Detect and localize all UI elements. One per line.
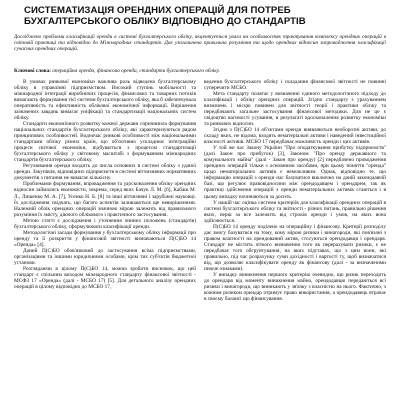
paragraph: Розглядаючи в цілому П(С)БО 14, можна зробити висновок, що цей стандарт є спільним виходом міжнародного стандарту фінансової звітності - МСФЗ 17 «Оренда» (далі - МСБО 17) [5]. Для детального аналізу орендних операцій в цілому відповідно до МСБО 17, bbox=[14, 265, 196, 290]
right-column bbox=[204, 79, 386, 401]
paragraph: Методологічні засади формування у бухгалтерському обліку інформації про оренду та її розкриття у фінансовій звітності визначаються П(С)БО 14 «Оренда» [4]. bbox=[14, 229, 196, 248]
paragraph: У випадку виникнення першого критерію очевидно, що ризик переходить до орендаря від моменту виникнення майно, орендодавцю передаються всі ризики і винагороди, що виникають у зв'язку з власністю на нього. Фактично, з кожним ризиком орендар отримує право використання, а орендодавець втрачає в своєму балансі що фінансування. bbox=[204, 271, 386, 302]
paragraph: Даний П(С)БО обов'язковий до застосування всіма підприємствами, організаціями та іншими юридичними особами, крім тих суб'єктів бюджетної установи. bbox=[14, 247, 196, 266]
paragraph: Згідно з П(С)БО 14 об'єктами оренди виявляються необоротні активи, до складу яких, не відома, входять нематеріальні активи і наведений інвестиційної власності активів. МСБО 17 передбачає можливість оренди і цих активів. bbox=[204, 127, 386, 146]
keywords-label: Ключові слова: bbox=[14, 68, 51, 74]
keywords-text: операційна оренда, фінансова оренда, стандарти бухгалтерського обліку. bbox=[52, 68, 221, 74]
paragraph: ведення бухгалтерського обліку і складання фінансової звітності не повинні суперечити МСБО. bbox=[204, 79, 386, 92]
body-columns bbox=[14, 79, 386, 401]
paragraph: У нашій час оцінка системи критеріїв для класифікації орендних операцій в системі бухгалтерського обліку та звітності - різних питань, правильно рішення яких, перш за все залежить від строків оренди і умов, на яких вона здійснюється. bbox=[204, 199, 386, 224]
paragraph: Метою статті є дослідження і уточнення чинних положень (стандартів) бухгалтерського обліку, сформулювати класифікації оренди. bbox=[14, 217, 196, 230]
paragraph: В умовах ринкової економіки важлива роль відведена бухгалтерському обліку в управлінні підприємством. Високий ступінь мобільності та міжнародної інтеграції виробничих процесів, фінансових та товарних потоків вимагають формування тієї системи бухгалтерського обліку, яка б забезпечувала оперативність та ефективність облікової економічної інформації. Вирішення зазначених завдань вимагає уніфікації та стандартизації національних систем обліку. bbox=[14, 79, 196, 122]
paragraph: Проблемами формування, впровадження та удосконалення обліку орендних відносин займались економісти, зокрема, серед яких Бачук Л. М. [6], Кабаш М. Л., Лишенко М. А. [7], Усенко Н. Б. [8] та інші вітчизняні і зарубіжні науковці. Їх дослідження свідчать, що багато аспектів залишаються ще невирішеними. Належній облік орендних операцій значною мірою залежить від правильного розуміння їх змісту, діючого облікового і практичного застосування. bbox=[14, 181, 196, 218]
paragraph: Мета стандарту полягає у визначенні єдиного методологічного підходу до класифікації і обліку орендних операцій. Згідно стандарту з урахуванням визначень і місцю повинен для звітності теорії і практики обліку та передбачають загальне застосування фінансової методики. Для не це є свідоцтво вагомості усування, в результаті вдосконалення розвитку економіки та ринкових відносин. bbox=[204, 91, 386, 128]
paragraph: Стандарти економічного розвитку кожної держави спричинила формування національних стандартів бухгалтерського обліку, які характеризуються рядом принципових особливостей. Водночас ринкові особливості між національними стандартами обліку різних країн, що об'єктивно ускладнює інтеграційні процеси світової економіки, відбувається з процесом стандартизації бухгалтерського обліку у світовому масштабі з формуванням міжнародних стандартів бухгалтерського обліку. bbox=[14, 121, 196, 164]
paragraph: У той же час Закону України "Про оподаткування прибутку підприємств" (далі Закон про прибуток) [3], Законом "Про оренду державного та комунального майна" (далі - Закон про оренду) [2] передбачено проводження орендних операцій тільки з основними засобами, при цьому поняття "оренда" щодо нематеріальних активів є неможливим. Однак, відповідно те, що інформацію операцій з оренди нас базуватися виключно на даній законодавчій базі, що регулює правовідносини між орендодавцем і орендарем, так як практиці здійснення операцій з оренди нематеріальних активів стаються і в цьому випадку починаються за досить. bbox=[204, 145, 386, 200]
keywords bbox=[14, 68, 386, 74]
paper-title: СИСТЕМАТИЗАЦІЯ ОРЕНДНИХ ОПЕРАЦІЙ ДЛЯ ПОТРЕБ БУХГАЛТЕРСЬКОГО ОБЛІКУ ВІДПОВІДНО ДО СТАНДАРТІВ bbox=[24, 5, 306, 27]
abstract: Досліджено проблеми класифікації оренди в системі бухгалтерського обліку, акцентується увага на особливостях трактування комплексу орендних операцій в світовій практиці та відповідно до Міжнародних стандартів. Дає узагальнена правильна розуміння та щодо орендних відносин запровадження класифікації сучасних орендних операцій. bbox=[14, 34, 386, 53]
paragraph: П(С)БО 14 оренду поділено на операційну і фінансову. Критерії розподілу дає змогу базуватися на тому, кому мірою ризики і винагороди, які пов'язані з правом власності на орендований актив, стосуються орендодавця і орендаря. Стандарт не містить чіткого визначення того як перерахувати ризики, є не передбачає того обгрунтування, на яких підставах, що з цим вони, які правильно, під час розрахунку суми дохідності і вартості ту, щоб визначатися від, що дозволяє класифікувати оренду як фінансову (далі - за визначеними нижче ознаками). bbox=[204, 223, 386, 272]
paragraph: Регулювання оренди входить до числа основних в системі обліку з уданої оренди. Закупівля, відповідних підприємств в системі вітчизняних нормативних документів з питання не вимагає кількісну. bbox=[14, 163, 196, 182]
left-column bbox=[14, 79, 196, 401]
